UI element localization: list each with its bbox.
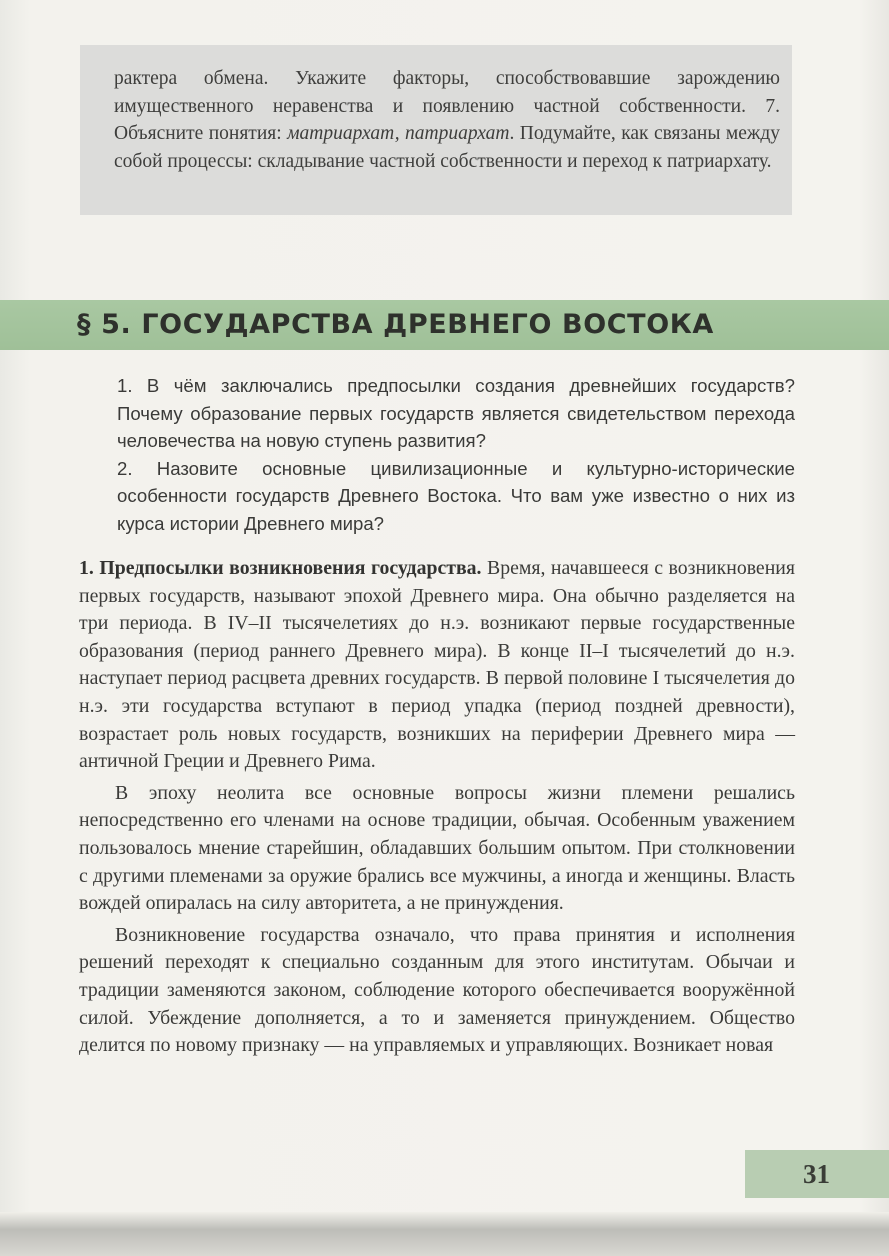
page-number: 31 bbox=[803, 1159, 830, 1189]
question-2: 2. Назовите основные цивилизационные и культурно-исторические особенности государств Древнего Востока. Что вам уже известно о них из курса истории Древнего мира? bbox=[117, 457, 795, 534]
term-matriarchy: матриархат bbox=[287, 123, 395, 144]
assignment-line-1: рактера обмена. Укажите факторы, способствовавшие зарождению bbox=[114, 68, 780, 89]
section-title: § 5. ГОСУДАРСТВА ДРЕВНЕГО ВОСТОКА bbox=[77, 309, 714, 340]
question-1: 1. В чём заключались предпосылки создания древнейших государств? Почему образование первых государств является свидетельством перехода человечества на новую ступень развития? bbox=[117, 375, 795, 451]
term-separator: , bbox=[394, 123, 405, 144]
preview-questions bbox=[117, 372, 795, 537]
paragraph-1 bbox=[79, 555, 795, 776]
assignment-line-2: имущественного неравенства и появлению частной собственности. bbox=[114, 95, 746, 117]
assignment-text bbox=[114, 65, 780, 175]
paragraph-1-text: Время, начавшееся с возникновения первых государств, называют эпохой Древнего мира. Она обычно разделяется на три периода. В IV–II тысячелетиях до н.э. возникают первые государственные образования (период раннего Древнего мира). В конце II–I тысячелетий до н.э. наступает период расцвета древних государств. В первой половине I тысячелетия до н.э. эти государства вступают в период упадка (период поздней древности), возрастает роль новых государств, возникших на периферии Древнего мира — античной Греции и Древнего Рима. bbox=[79, 557, 795, 773]
main-text bbox=[79, 555, 795, 1060]
paragraph-2: В эпоху неолита все основные вопросы жизни племени решались непосредственно его членами на основе традиции, обычая. Особенным уважением пользовалось мнение старейшин, обладавших большим опытом. При столкновении с другими племенами за оружие брались все мужчины, а иногда и женщины. Власть вождей опиралась на силу авторитета, а не принуждения. bbox=[79, 781, 795, 915]
term-patriarchy: патриархат bbox=[405, 123, 510, 144]
assignment-q7-rest: . Подумайте, как связаны между собой процессы: складывание частной собственности и переход к патриархату. bbox=[114, 123, 780, 172]
assignment-q7-prefix: 7. Объясните понятия: bbox=[114, 95, 780, 144]
paragraph-3: Возникновение государства означало, что права принятия и исполнения решений переходят к специально созданным для этого институтам. Обычаи и традиции заменяются законом, соблюдение которого обеспечивается вооружённой силой. Убеждение дополняется, а то и заменяется принуждением. Общество делится по новому признаку — на управляемых и управляющих. Возникает новая bbox=[79, 923, 795, 1057]
page-bottom-edge bbox=[0, 1212, 889, 1256]
subsection-heading: 1. Предпосылки возникновения государства. bbox=[79, 557, 482, 579]
assignment-box bbox=[80, 45, 792, 215]
